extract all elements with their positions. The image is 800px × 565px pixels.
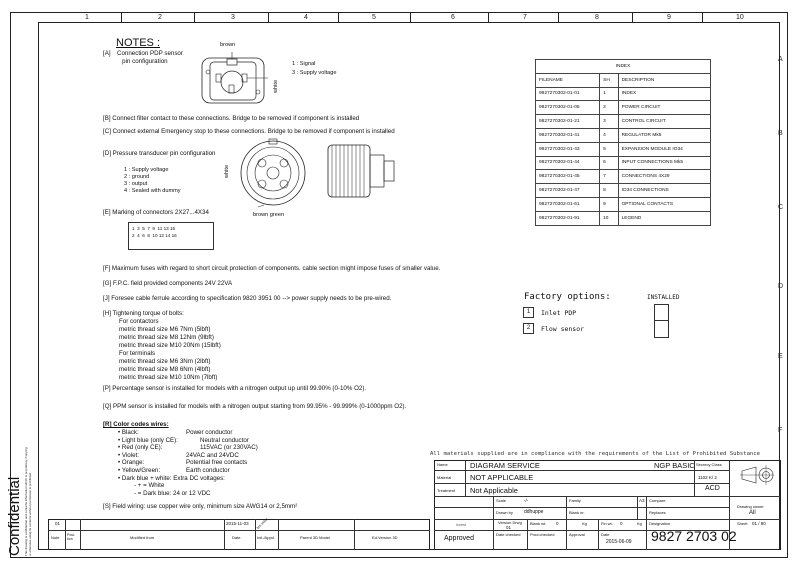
modified-from-label: Modified from (130, 535, 155, 540)
notes-title: NOTES : (116, 37, 161, 49)
blank-wt-label: Blank wt. (530, 521, 547, 526)
table-row: 9827270302-01-21 3 CONTROL CIRCUIT (536, 115, 711, 129)
blank-wt: 0 (556, 521, 559, 526)
sheet-number: 01 / 90 (752, 521, 766, 526)
table-row: 9827270302-01-61 9 OPTIONAL CONTACTS (536, 197, 711, 211)
note-h: [H] Tightening torque of bolts: For contactors metric thread size M6 7Nm (5lbft) metric thread size M8 12Nm (9lbft) metric thread size M10 20Nm (15lbft) For terminals metric thread size M6 3Nm (2lbft) metric thread size M8 6Nm (4lbft) metric thread size M10 10Nm (7lbft) (103, 310, 221, 381)
drawing-owner-label: Drawing owner (737, 504, 764, 509)
secrecy-class: 1102 K/ 2 (698, 475, 717, 480)
column-number: 3 (231, 14, 235, 21)
column-number: 2 (158, 14, 162, 21)
option-inlet-pdp: Inlet PDP (541, 309, 577, 317)
note-s: [S] Field wiring: use copper wire only, minimum size AWG14 or 2,5mm² (103, 503, 298, 510)
scale-value: -/- (524, 498, 529, 503)
treatment-label: Treatment (437, 488, 456, 493)
installed-checkbox-column (654, 304, 669, 338)
invest-label: invest (456, 523, 466, 527)
drawing-name: DIAGRAM SERVICE (470, 461, 540, 470)
column-number: 4 (304, 14, 308, 21)
revision-init: bm initial (256, 517, 269, 530)
pressure-pin-list: 1 : Supply voltage 2 : ground 3 : output 4 : Sealed with dummy (124, 167, 181, 194)
replaces-label: Replaces (649, 510, 666, 515)
family-label: Family (569, 498, 581, 503)
label-brown-green: brown green (253, 212, 285, 218)
date-column-label: Date (232, 535, 241, 540)
material-label: Material (437, 475, 452, 480)
kg-unit: Kg (637, 521, 642, 526)
drawing-number: 9827 2703 02 (651, 528, 737, 544)
drawn-by: ddhuppe (524, 509, 544, 515)
table-row: 9827270302-01-91 10 LEGEND (536, 211, 711, 225)
confidential-notice: This drawing is confidential and contains information which is proprietary. Copying or otherwise using its contents without permission is prohibited (24, 447, 32, 556)
note-a: [A] Connection PDP sensor pin configuration (103, 50, 183, 65)
fin-wt: 0 (620, 521, 623, 526)
note-p: [P] Percentage sensor is installed for models with a nitrogen output up until 99.90% (0-10% O2). (103, 385, 367, 392)
init-appd-label: Init./Appd. (257, 535, 276, 540)
prod-checked-label: Prod.checked (530, 532, 555, 537)
color-code-values: Power conductor Neutral conductor 115VAC (or 230VAC) 24VAC and 24VDC Potential free contacts Earth conductor (186, 429, 258, 474)
column-number: 1 (85, 14, 89, 21)
pressure-transducer-icon (228, 133, 398, 215)
index-title: INDEX (536, 60, 711, 74)
table-row: 9827270302-01-44 6 INPUT CONNECTIONS Mk5 (536, 156, 711, 170)
treatment-value: Not Applicable (470, 486, 518, 495)
column-number: 9 (667, 14, 671, 21)
name-label: Name (437, 462, 448, 467)
note-j: [J] Foresee cable ferrule according to specification 9820 3951 00 --> power supply needs to be pre-wired. (103, 295, 392, 302)
label-white: white (273, 79, 279, 93)
column-number: 10 (736, 14, 744, 21)
installed-label: INSTALLED (647, 294, 680, 301)
material-value: NOT APPLICABLE (470, 473, 534, 482)
compliance-statement: All materials supplied are in compliance with the requirements of the List of Prohibited Substance (430, 451, 761, 457)
color-code-names: • Black: • Light blue (only CE): • Red (only CE): • Violet: • Orange: • Yellow/Green: • Dark blue + white: Extra DC voltages: - + = White - = Dark blue: 24 or 12 VDC (118, 429, 225, 497)
drawing-owner: All (749, 510, 756, 516)
table-row: 9827270302-01-43 5 EXPANSION MODULE IO34 (536, 142, 711, 156)
note-d: [D] Pressure transducer pin configuration (103, 150, 216, 157)
kg-unit: Kg (582, 521, 587, 526)
row-letter: E (778, 353, 783, 360)
secrecy-label: Secrecy Class (696, 462, 722, 467)
note-label: Note (51, 535, 60, 540)
note-b: [B] Connect filter contact to these connections. Bridge to be removed if component is installed (103, 115, 360, 122)
scale-label: Scale (496, 498, 507, 503)
table-row: 9827270302-01-45 7 CONNECTIONS 4X29 (536, 170, 711, 184)
connector-marking-numbers: 1 3 5 7 9 11 13 15 2 4 6 8 10 12 14 16 (132, 226, 177, 238)
row-letter: C (778, 204, 784, 211)
drawing-date: 2015-06-09 (606, 539, 632, 545)
approval-label: Approval (569, 532, 585, 537)
acd-code: ACD (705, 485, 720, 492)
blank-nr-label: Blank nr. (569, 510, 585, 515)
row-letter: F (778, 427, 783, 434)
sheet-label: Sheet (737, 521, 748, 526)
table-row: 9827270302-01-01 1 INDEX (536, 87, 711, 101)
column-number: 6 (451, 14, 455, 21)
pin1-label: 1 : Signal (292, 61, 316, 67)
factory-options-title: Factory options: (524, 292, 611, 302)
note-c: [C] Connect external Emergency stop to these connections. Bridge to be removed if component is installed (103, 128, 395, 135)
revision-date: 2015-11-03 (226, 521, 249, 526)
index-table (535, 59, 711, 226)
date-label: Date (601, 532, 610, 537)
table-row: 9827270302-01-05 2 POWER CIRCUIT (536, 101, 711, 115)
note-q: [Q] PPM sensor is installed for models with a nitrogen output starting from 99.95% - 99.999% (0-1000ppm O2). (103, 403, 407, 410)
compare-label: Compare (649, 498, 666, 503)
label-white-d: white (224, 164, 230, 178)
date-checked-label: Date checked (496, 532, 521, 537)
note-r: [R] Color codes wires: (103, 421, 169, 428)
note-g: [G] F.P.C. field provided components 24V 22VA (103, 280, 233, 287)
parent-3d-label: Parent 3D Model (300, 535, 331, 540)
table-header: FILENAME SH DESCRIPTION (536, 73, 711, 87)
ed-version-3d-label: Ed.Version 3D (372, 535, 398, 540)
version-value: 01 (506, 525, 512, 530)
option-number: 1 (523, 307, 534, 318)
product-name: NGP BASIC (654, 461, 695, 470)
option-number: 2 (523, 323, 534, 334)
paper-size: A3 (639, 498, 645, 503)
column-number: 7 (523, 14, 527, 21)
column-number: 5 (372, 14, 376, 21)
fin-wt-label: Fin wt. (601, 521, 613, 526)
confidential-label: Confidential (6, 476, 23, 556)
label-brown: brown (220, 42, 236, 48)
table-row: 9827270302-01-41 4 REGULATOR Mk5 (536, 128, 711, 142)
table-row: 9827270302-01-47 8 IO34 CONNECTIONS (536, 184, 711, 198)
column-number: 8 (595, 14, 599, 21)
version-label: Version Drwg (498, 520, 522, 525)
approved-stamp: Approved (444, 535, 474, 542)
designation-label: Designation (649, 521, 671, 526)
row-letter: D (778, 283, 784, 290)
note-e: [E] Marking of connectors 2X27...4X34 (103, 209, 209, 216)
row-letter: A (778, 56, 783, 63)
pin3-label: 3 : Supply voltage (292, 70, 337, 76)
pdp-connector-icon (196, 52, 271, 108)
projection-symbol-icon (740, 463, 774, 489)
drawn-by-label: Drawn by (496, 510, 513, 515)
note-f: [F] Maximum fuses with regard to short circuit protection of components. cable section might impose fuses of smaller value. (103, 265, 441, 272)
position-label: Posi-tion (67, 533, 75, 541)
revision-number: 01 (55, 521, 61, 526)
option-flow-sensor: Flow sensor (541, 325, 585, 333)
row-letter: B (778, 130, 783, 137)
